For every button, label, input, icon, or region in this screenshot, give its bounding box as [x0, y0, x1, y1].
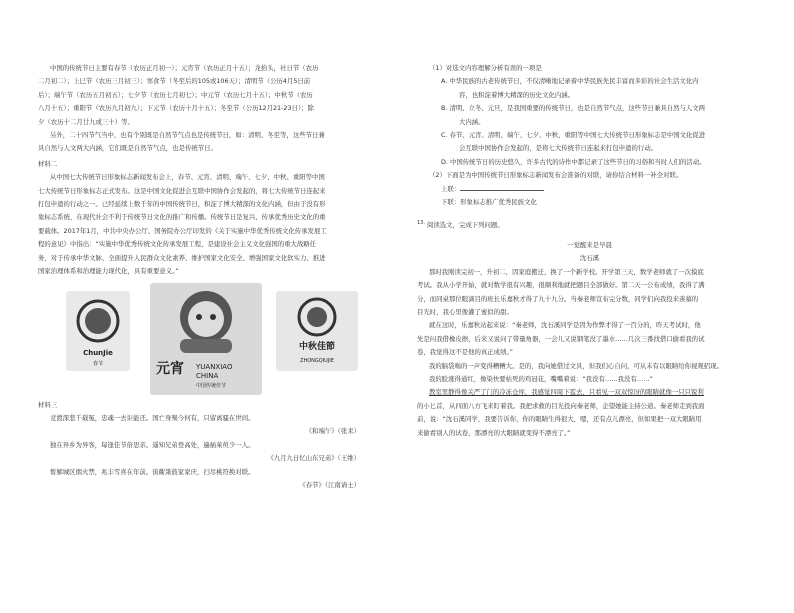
story-paragraph: 那时我刚读完初一，升初二，因家庭搬迁，换了一个新学校。开学第三天，数学老师就了一次摸底 [429, 267, 704, 276]
story-paragraph: 我的脑袋嗡的一声变得糟糟大。是的，我向她借过文具，但我们心自问，可从未有以眼睛给你视观招现。 [429, 361, 723, 370]
logo-subcaption: ZHONGQIUJIE [300, 357, 334, 364]
paragraph: 具自然与人文两大内涵，它们既是自然节气点，也是传统节日。 [38, 144, 217, 153]
logo-en-text: CHINA [196, 371, 219, 380]
option-b-cont: 大内涵。 [459, 117, 485, 126]
story-paragraph: 我的脸涨得通红，像染快要枯死的鸡冠花，嘴嘴着说：“我没有……我没有……” [429, 375, 653, 384]
paragraph: 中国的传统节日主要有春节（农历正月初一）；元宵节（农历正月十五）；龙抬头，社日节（农历 [50, 64, 319, 72]
logo-han-text: 中秋佳節 [298, 341, 335, 352]
material-2-heading: 材料二 [38, 159, 58, 168]
story-paragraph: 分，而同桌那位眼滴目的班长乐嘉秋才得了九十九分。当秦老师宣布完分数，同学们向我投来羡慕的 [417, 294, 699, 303]
paragraph: 另外，二十四节气当中，也有个别既是自然节气点也是传统节日，如：清明、冬至等，这些节日兼 [50, 131, 325, 140]
paragraph: 八月十五）；重阳节（农历九月初九）；下元节（农历十月十五）；冬至节（公历12月21-23日）；除 [38, 104, 314, 113]
option-a-cont: 容，也积淀着博大精深的历史文化内涵。 [459, 90, 575, 99]
question-1: （1）对选文内容理解分析有误的一项是 [429, 64, 542, 72]
paragraph: 象标志系统，在现代社会不利于传统节日文化的推广和传播。传统节日是复兴、传承优秀历史文化的重 [38, 213, 326, 222]
couplet-upper-label: 上联： [441, 184, 461, 193]
option-c-cont: 会互联中国协作会发起的，是将七大传统节日连起来打包申遗的行动。 [459, 144, 658, 153]
option-b: B. 清明、立冬、元旦，是我国重要的传统节日，也是自然节气点，这些节日兼具自然与人文两 [441, 104, 706, 113]
logo-en-text: YUANXIAO [196, 362, 233, 371]
story-paragraph-underlined: 的小匕首，从四面八方飞来盯着我。我把求救的目光投向秦老师，企望她能主持公道。秦老师走到我面 [417, 401, 705, 410]
paragraph: 夕（农历十二月廿九或三十）等。 [38, 117, 134, 126]
paragraph: 程的意见》中指出：“实施中华优秀传统文化传承发展工程，是建设社会主义文化强国的重大战略任 [38, 240, 317, 249]
story-paragraph: 就在这时，乐嘉秋站起来说：“秦老师，沈石溪同学是因为作弊才得了一百分的，昨天考试时，他 [429, 321, 701, 330]
story-author: 沈石溪 [579, 254, 600, 263]
paragraph: 七大传统节日形象标志正式发布。这是中国文化促进会互联中国协作会发起的，将七大传统节日连起来 [38, 186, 326, 195]
logo-subcaption: 中国传统佳节 [196, 382, 227, 389]
spring-festival-logo [66, 291, 130, 371]
story-paragraph: 先是问我借橡皮擦，后来又说问了带量角器，一会儿又说钢笔没了墨水……几次三番找借口偷看我的试 [417, 334, 705, 343]
material-3-heading: 材料三 [38, 400, 58, 409]
option-c: C. 春节、元宵、清明、端午、七夕、中秋、重阳等中国七大传统节日形象标志是中国文化促进 [441, 131, 706, 140]
poem-line: 独在异乡为异客，每逢佳节倍思亲。遥知兄弟登高处，遍插茱萸少一人。 [50, 440, 255, 449]
poem-line: 竞渡深悲千载冤，忠魂一去讵能还。国亡身殒今何有，只留离骚在世间。 [50, 413, 255, 422]
poem-line: 暂解城区烟火禁，兆丰雪喜在年前。街衢箫鼓家家庆，扫尽桃符换对联。 [50, 467, 255, 476]
story-paragraph: 考试。我从小学开始，就对数学很有兴趣，很顺利地就把题目全部做好。第二天一公布成绩，我得了满 [417, 281, 705, 290]
story-paragraph: 目光时，我心里像灌了蜜似的甜。 [417, 308, 513, 317]
story-paragraph-underlined: 教室里静得像关严了门的冷冻仓库，我感觉四周下雹去，只看见一双双惊讶的眼睛就像一只只锐利 [429, 388, 704, 397]
paragraph: 务，对于传承中华文脉、全面提升人民群众文化素养、维护国家文化安全、增强国家文化软实力、推进 [38, 253, 326, 262]
logo-subcaption: 春节 [92, 360, 103, 367]
poem-source: 《春节》（江南请士） [299, 480, 360, 489]
story-paragraph: 来偷看别人的试卷，那漂亮的大眼睛就变得不漂亮了。” [417, 428, 571, 437]
logo-han-text: 元宵 [156, 360, 184, 377]
logo-caption: ChunJie [83, 348, 113, 357]
question-number: 13. [417, 220, 425, 227]
question-2: （2）下面是为中国传统节日形象标志新闻发布会准备的对联，请你结合材料一补全对联。 [429, 171, 683, 180]
left-column [38, 62, 386, 492]
poem-source: 《九月九日忆山东兄弟》（王维） [267, 454, 360, 463]
question-13 [417, 217, 762, 233]
lantern-festival-logo [150, 283, 262, 395]
couplet-upper [417, 183, 762, 196]
question-13-text: 阅读选文，完成下列问题。 [427, 221, 504, 230]
festival-logos [38, 283, 386, 399]
right-column [417, 62, 762, 440]
story-paragraph: 前，说：“沈石溪同学，我要告诉你，你的眼睛生得很大，嗯，还有点儿漂亮，但如果把一双大眼睛用 [417, 415, 702, 424]
paragraph: 二月初二）；上巳节（农历三月初三）；寒食节（冬至后的105或106天）；清明节（公历4月5日前 [38, 77, 311, 86]
paragraph: 从中国七大传统节日形象标志新闻发布会上，春节、元宵、清明、端午、七夕、中秋、重阳等中国 [50, 173, 325, 182]
option-a: A. 中华民族的古老传统节日，不仅清晰地记录着中华民族先民丰富而多彩的社会生活文化内 [441, 77, 699, 86]
answer-blank[interactable] [460, 183, 544, 191]
story-title: 一觉醒来是早晨 [567, 241, 612, 249]
paragraph: 要载体。2017年1月，中共中央办公厅、国务院办公厅印发的《关于实施中华优秀传统文化传承发展工 [38, 226, 327, 235]
paragraph: 打包申遗的行动之一。已经延续上数千年的中国传统节日，积淀了博大精深的文化内涵，但由于没有形 [38, 200, 326, 209]
story-paragraph: 卷，我觉得这不是他的真正成绩。” [417, 348, 513, 357]
poem-source: 《和端午》（张耒） [305, 427, 360, 436]
option-d: D. 中国传统节日的历史悠久，许多古代的诗作中都记录了这些节日的习俗和当时人们的活动。 [441, 157, 706, 166]
story-paragraph [417, 400, 762, 413]
couplet-lower: 下联：形象标志推广优秀民族文化 [441, 198, 537, 207]
mid-autumn-festival-logo [276, 291, 358, 371]
paragraph: 后）；端午节（农历五月初五）；七夕节（农历七月初七）；中元节（农历七月十五）；中秋节（农历 [38, 90, 313, 99]
paragraph: 国家治理体系和治理能力现代化，具有重要意义。” [38, 267, 179, 276]
